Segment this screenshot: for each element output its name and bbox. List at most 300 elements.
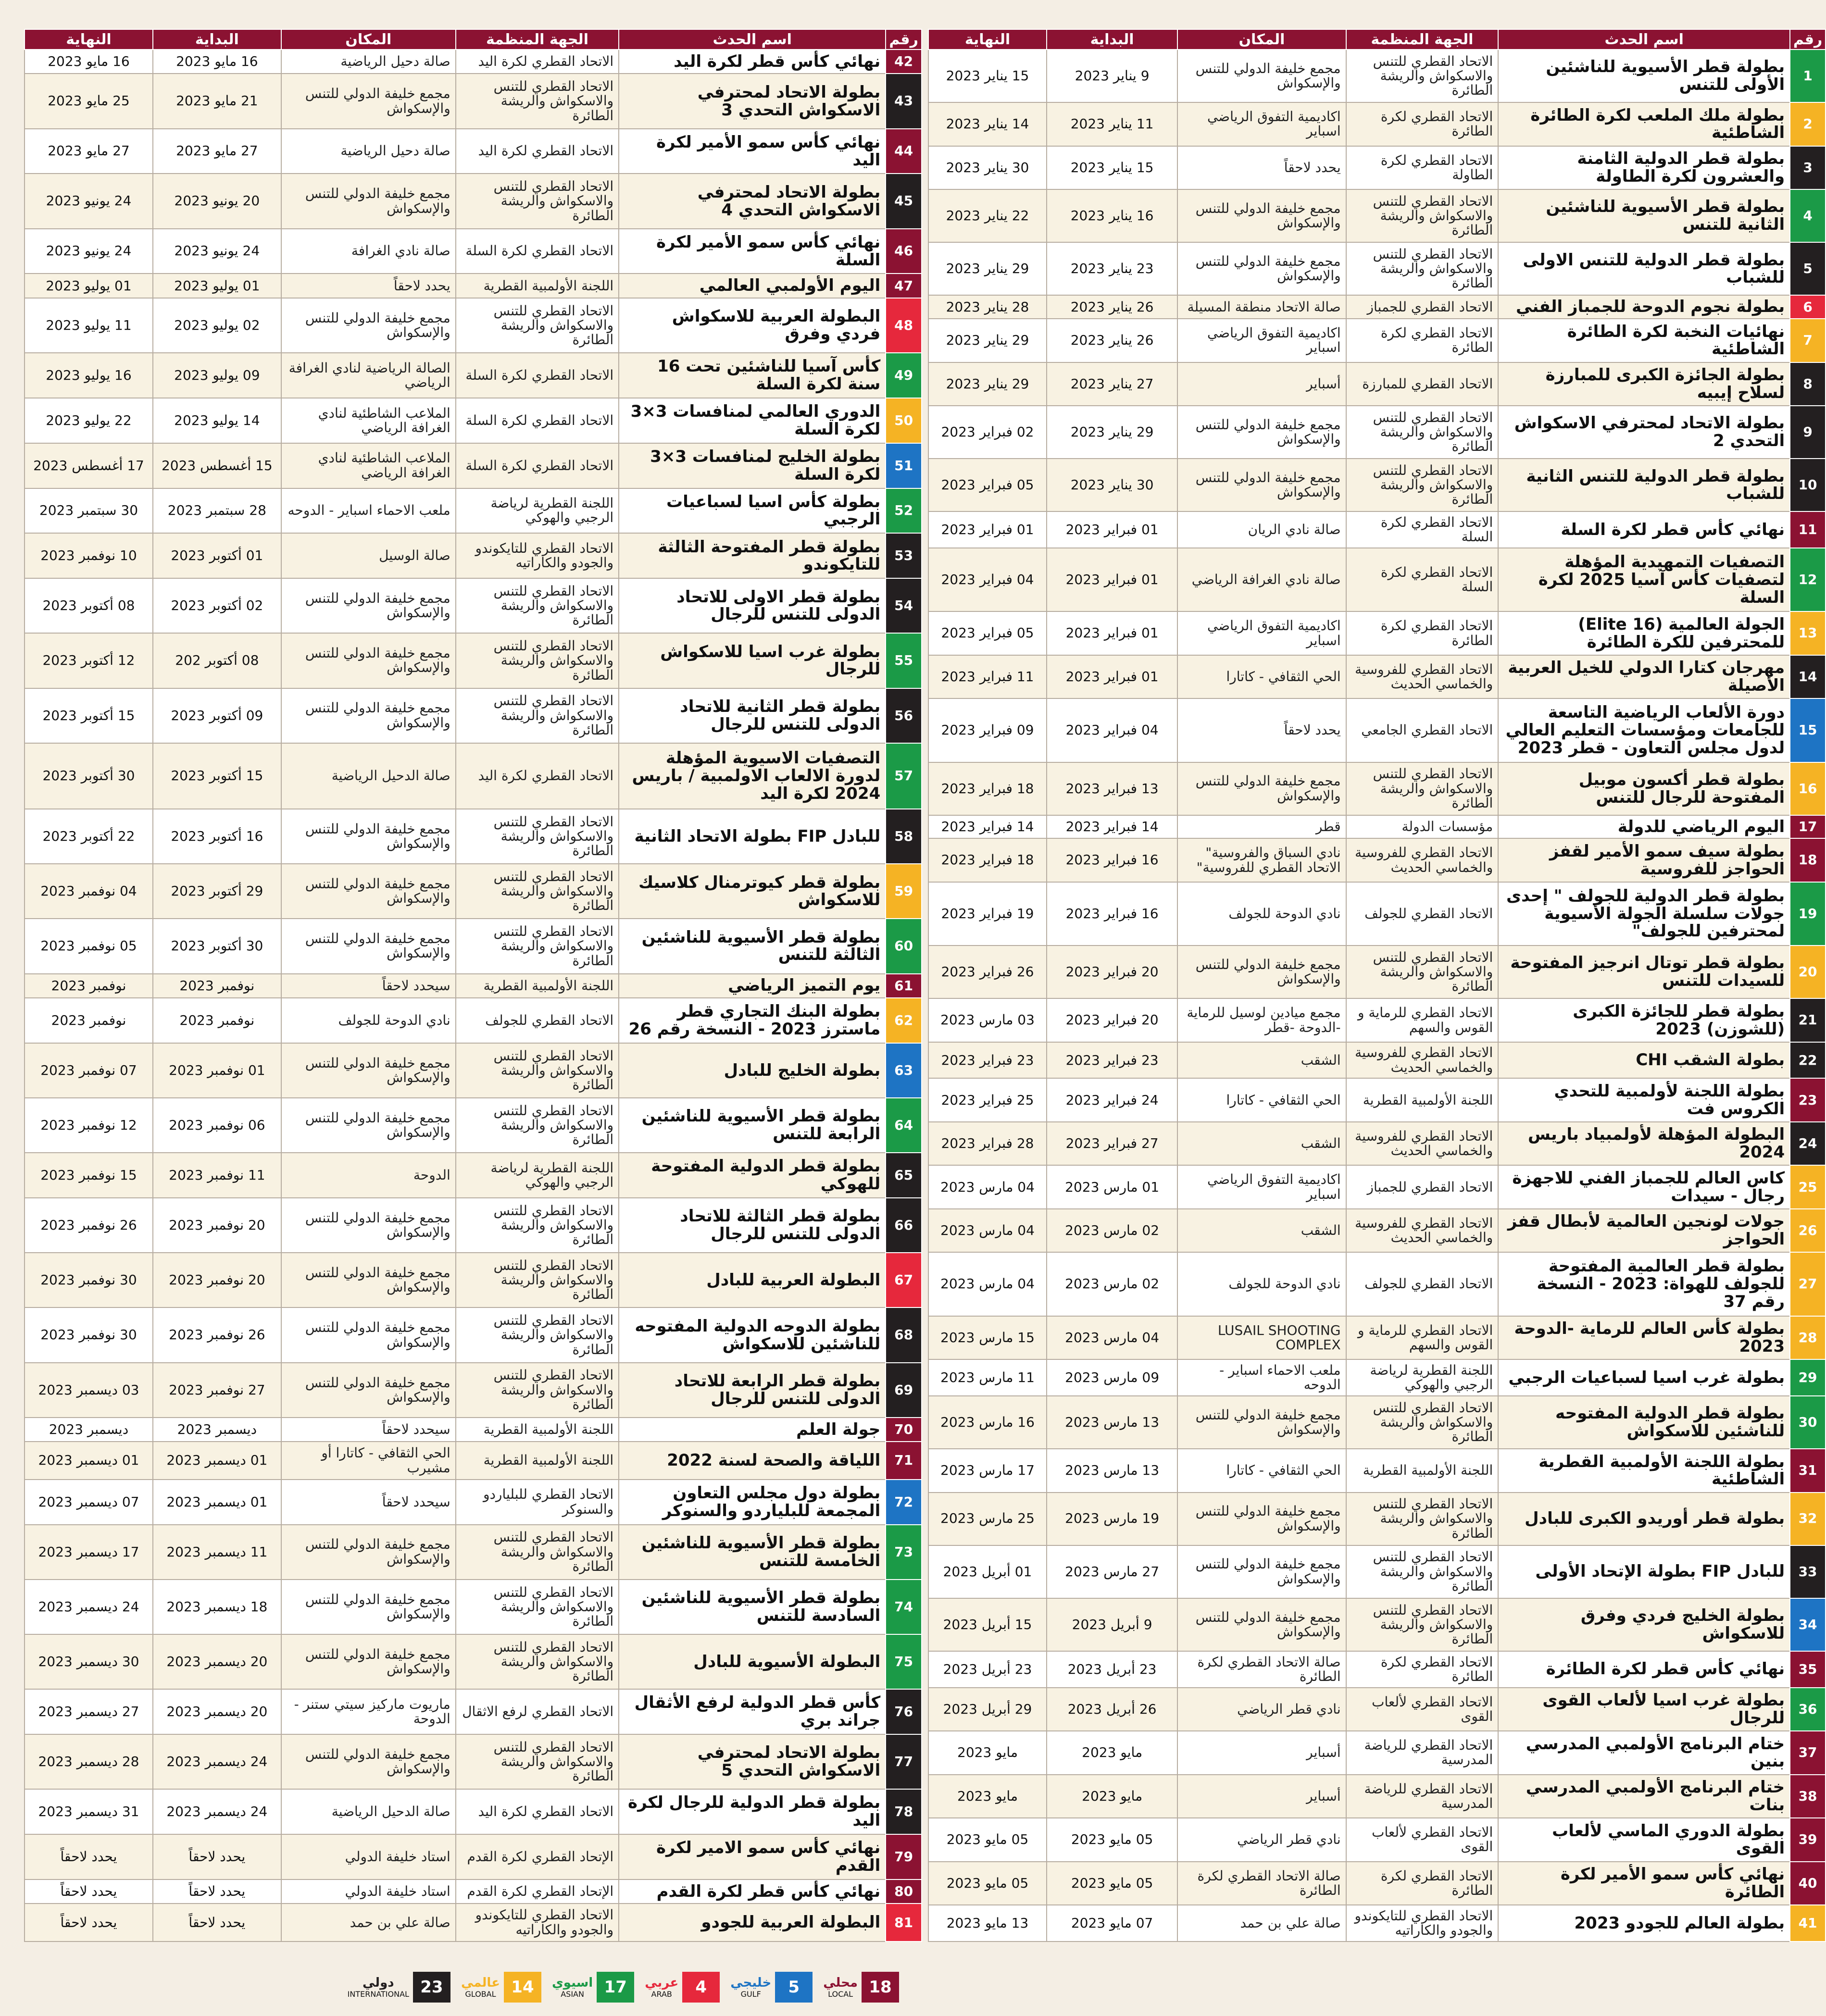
event-number: 68 [886, 1307, 922, 1362]
event-start-date: 9 يناير 2023 [1047, 50, 1177, 102]
event-number: 9 [1790, 406, 1826, 459]
event-number: 17 [1790, 815, 1826, 839]
event-row [25, 1904, 922, 1941]
event-name: كأس آسيا للناشئين تحت 16 سنة لكرة السلة [619, 353, 886, 398]
event-venue: استاد خليفة الدولي [281, 1879, 456, 1904]
event-end-date: 17 ديسمبر 2023 [25, 1525, 153, 1580]
event-number: 56 [886, 688, 922, 743]
event-name: للبادل FIP بطولة الإتحاد الأولى [1498, 1545, 1790, 1598]
event-organizer: الاتحاد القطري لكرة اليد [456, 129, 619, 174]
event-name: بطولة قطر الرابعة للاتحاد الدولى للتنس للرجال [619, 1363, 886, 1418]
event-organizer: الاتحاد القطري للجولف [1346, 882, 1499, 946]
event-venue: مجمع خليفة الدولي للتنس والإسكواش [1177, 1396, 1346, 1449]
event-venue: قطر [1177, 815, 1346, 839]
event-row [25, 353, 922, 398]
event-number: 46 [886, 229, 922, 274]
event-organizer: الاتحاد القطري للتنس والاسكواش والريشة الطائرة [456, 1307, 619, 1362]
event-row [928, 1545, 1826, 1598]
event-number: 61 [886, 974, 922, 998]
event-start-date: يحدد لاحقاً [153, 1904, 281, 1941]
event-name: بطولة الجائزة الكبرى للمبارزة لسلاح إيبيه [1498, 362, 1790, 406]
event-venue: نادي قطر الرياضي [1177, 1818, 1346, 1861]
event-organizer: الاتحاد القطري لألعاب القوى [1346, 1688, 1499, 1731]
event-organizer: الاتحاد القطري لكرة اليد [456, 743, 619, 809]
event-venue: سيحدد لاحقاً [281, 1418, 456, 1442]
legend-item-global [461, 1968, 541, 2006]
event-end-date: 01 فبراير 2023 [928, 511, 1047, 548]
event-number: 72 [886, 1480, 922, 1525]
event-venue: مجمع خليفة الدولي للتنس والإسكواش [281, 1525, 456, 1580]
event-start-date: 20 ديسمبر 2023 [153, 1689, 281, 1734]
event-venue: أسباير [1177, 1731, 1346, 1774]
event-number: 44 [886, 129, 922, 174]
event-start-date: 23 أبريل 2023 [1047, 1651, 1177, 1688]
legend-label-arabic: اسيوي [551, 1975, 593, 1990]
event-venue: الحي الثقافي - كاتارا [1177, 655, 1346, 698]
event-row [928, 1818, 1826, 1861]
event-venue: LUSAIL SHOOTING COMPLEX [1177, 1316, 1346, 1359]
legend-label-english: GLOBAL [465, 1989, 496, 1999]
event-venue: أسباير [1177, 362, 1346, 406]
event-start-date: 01 فبراير 2023 [1047, 548, 1177, 611]
event-row [928, 1651, 1826, 1688]
event-start-date: 20 يونيو 2023 [153, 174, 281, 228]
event-number: 6 [1790, 295, 1826, 319]
event-organizer: الاتحاد القطري للتنس والاسكواش والريشة الطائرة [456, 298, 619, 353]
event-end-date: 27 مايو 2023 [25, 129, 153, 174]
event-venue: اكاديمية التفوق الرياضي اسباير [1177, 102, 1346, 146]
event-organizer: الاتحاد القطري للتنس والاسكواش والريشة الطائرة [1346, 1493, 1499, 1545]
event-row [25, 298, 922, 353]
event-organizer: الاتحاد القطري لكرة السلة [1346, 511, 1499, 548]
event-organizer: الاتحاد القطري للرماية و القوس والسهم [1346, 998, 1499, 1042]
event-row [928, 1165, 1826, 1208]
event-start-date: 24 يونيو 2023 [153, 229, 281, 274]
event-row [25, 1153, 922, 1198]
event-end-date: 25 فبراير 2023 [928, 1078, 1047, 1121]
event-start-date: مايو 2023 [1047, 1731, 1177, 1774]
event-organizer: الاتحاد القطري لكرة اليد [456, 50, 619, 74]
legend-label-english: ASIAN [561, 1989, 584, 1999]
event-organizer: اللجنة الأولمبية القطرية [1346, 1449, 1499, 1492]
event-name: بطولة قطر الأسيوية للناشئين الثانية للتنس [1498, 189, 1790, 242]
legend-label-arabic: دولي [363, 1975, 394, 1990]
event-organizer: الاتحاد القطري للتنس والاسكواش والريشة الطائرة [1346, 946, 1499, 998]
event-row [25, 743, 922, 809]
event-venue: صالة دحيل الرياضية [281, 129, 456, 174]
event-end-date: 05 فبراير 2023 [928, 611, 1047, 655]
event-organizer: الاتحاد القطري لكرة الطائرة [1346, 1862, 1499, 1905]
event-venue: الدوحة [281, 1153, 456, 1198]
event-name: اليوم الأولمبي العالمي [619, 274, 886, 298]
event-number: 23 [1790, 1078, 1826, 1121]
header-num: رقم [886, 29, 922, 50]
event-start-date: 27 مايو 2023 [153, 129, 281, 174]
event-name: نهائي كأس قطر لكرة السلة [1498, 511, 1790, 548]
event-row [928, 1316, 1826, 1359]
event-organizer: الاتحاد القطري للتنس والاسكواش والريشة الطائرة [456, 633, 619, 688]
event-number: 76 [886, 1689, 922, 1734]
event-organizer: الاتحاد القطري للتنس والاسكواش والريشة الطائرة [1346, 242, 1499, 295]
event-start-date: 16 مايو 2023 [153, 50, 281, 74]
event-organizer: الاتحاد القطري لكرة الطائرة [1346, 1651, 1499, 1688]
event-row [25, 919, 922, 973]
event-number: 67 [886, 1253, 922, 1307]
event-start-date: 08 أكتوبر 202 [153, 633, 281, 688]
event-organizer: الاتحاد القطري للتنس والاسكواش والريشة الطائرة [456, 1580, 619, 1634]
event-start-date: 24 فبراير 2023 [1047, 1078, 1177, 1121]
event-venue: الحي الثقافي - كاتارا [1177, 1078, 1346, 1121]
event-row [928, 838, 1826, 882]
event-row [25, 443, 922, 488]
event-organizer: الاتحاد القطري لكرة الطاولة [1346, 146, 1499, 189]
event-end-date: 04 مارس 2023 [928, 1209, 1047, 1252]
event-name: نهائي كأس سمو الأمير لكرة اليد [619, 129, 886, 174]
event-name: الجولة العالمية (Elite 16) للمحترفين للكرة الطائرة [1498, 611, 1790, 655]
event-end-date: 17 أغسطس 2023 [25, 443, 153, 488]
event-end-date: 02 فبراير 2023 [928, 406, 1047, 459]
event-name: بطولة قطر الأسيوية للناشئين الثالثة للتنس [619, 919, 886, 973]
event-number: 22 [1790, 1042, 1826, 1079]
event-end-date: 12 نوفمبر 2023 [25, 1098, 153, 1153]
event-number: 45 [886, 174, 922, 228]
event-number: 14 [1790, 655, 1826, 698]
event-name: بطولة قطر الدولية للتنس الاولى للشباب [1498, 242, 1790, 295]
event-end-date: 26 فبراير 2023 [928, 946, 1047, 998]
event-row [928, 1862, 1826, 1905]
event-name: بطولة ملك الملعب لكرة الطائرة الشاطئية [1498, 102, 1790, 146]
event-number: 58 [886, 809, 922, 864]
event-venue: مجمع خليفة الدولي للتنس والإسكواش [281, 578, 456, 633]
event-venue: سيحدد لاحقاً [281, 974, 456, 998]
event-row [25, 1834, 922, 1879]
event-end-date: 01 ديسمبر 2023 [25, 1442, 153, 1480]
event-start-date: 01 أكتوبر 2023 [153, 533, 281, 578]
event-number: 18 [1790, 838, 1826, 882]
event-start-date: 20 ديسمبر 2023 [153, 1634, 281, 1689]
event-number: 42 [886, 50, 922, 74]
event-row [928, 511, 1826, 548]
event-organizer: الاتحاد القطري لكرة السلة [456, 443, 619, 488]
category-legend [24, 1968, 899, 2006]
legend-item-asian [552, 1968, 634, 2006]
event-venue: صالة الاتحاد القطري لكرة الطائرة [1177, 1862, 1346, 1905]
legend-label [348, 1976, 409, 1998]
event-number: 34 [1790, 1598, 1826, 1651]
event-end-date: 31 ديسمبر 2023 [25, 1789, 153, 1834]
event-row [25, 688, 922, 743]
event-organizer: الاتحاد القطري للتايكوندو والجودو والكاراتيه [456, 533, 619, 578]
event-venue: الشقب [1177, 1209, 1346, 1252]
event-organizer: الاتحاد القطري للرياضة المدرسية [1346, 1731, 1499, 1774]
event-row [928, 548, 1826, 611]
event-row [25, 998, 922, 1043]
event-name: نهائي كأس سمو الامير لكرة القدم [619, 1834, 886, 1879]
event-venue: الحي الثقافي - كاتارا أو مشيرب [281, 1442, 456, 1480]
event-end-date: 11 يوليو 2023 [25, 298, 153, 353]
event-row [25, 1442, 922, 1480]
event-venue: الشقب [1177, 1122, 1346, 1165]
event-start-date: 09 أكتوبر 2023 [153, 688, 281, 743]
event-organizer: الاتحاد القطري للفروسية والخماسي الحديث [1346, 838, 1499, 882]
event-organizer: اللجنة القطرية لرياضة الرجبي والهوكي [456, 1153, 619, 1198]
event-number: 4 [1790, 189, 1826, 242]
event-organizer: الاتحاد القطري للتنس والاسكواش والريشة الطائرة [1346, 406, 1499, 459]
event-organizer: الاتحاد القطري لكرة السلة [456, 229, 619, 274]
event-start-date: 30 يناير 2023 [1047, 459, 1177, 511]
event-name: بطولة قطر كيوترمنال كلاسيك للاسكواش [619, 864, 886, 919]
event-venue: صالة الاتحاد القطري لكرة الطائرة [1177, 1651, 1346, 1688]
event-organizer: الاتحاد القطري للتنس والاسكواش والريشة الطائرة [456, 1363, 619, 1418]
legend-item-gulf [730, 1968, 813, 2006]
event-name: الدوري العالمي لمنافسات 3×3 لكرة السلة [619, 398, 886, 443]
event-row [928, 882, 1826, 946]
events-table-right [928, 29, 1826, 1942]
event-start-date: مايو 2023 [1047, 1775, 1177, 1818]
event-number: 33 [1790, 1545, 1826, 1598]
event-number: 24 [1790, 1122, 1826, 1165]
event-name: بطولة سيف سمو الأمير لقفز الحواجز للفروسية [1498, 838, 1790, 882]
event-end-date: 11 مارس 2023 [928, 1359, 1047, 1396]
event-name: بطولة قطر أكسون موبيل المفتوحة للرجال للتنس [1498, 762, 1790, 815]
event-row [928, 998, 1826, 1042]
event-organizer: اللجنة الأولمبية القطرية [456, 1418, 619, 1442]
event-row [25, 74, 922, 128]
event-organizer: الاتحاد القطري للتنس والاسكواش والريشة الطائرة [456, 1253, 619, 1307]
event-number: 51 [886, 443, 922, 488]
event-end-date: 07 نوفمبر 2023 [25, 1043, 153, 1098]
event-end-date: 04 مارس 2023 [928, 1165, 1047, 1208]
event-organizer: الاتحاد القطري للتايكوندو والجودو والكاراتيه [1346, 1905, 1499, 1941]
event-number: 59 [886, 864, 922, 919]
event-row [25, 864, 922, 919]
event-start-date: 26 أبريل 2023 [1047, 1688, 1177, 1731]
event-name: بطولة الاتحاد لمحترفي الاسكواش التحدي 3 [619, 74, 886, 128]
event-name: بطولة الدوحه الدولية المفتوحه للناشئين للاسكواش [619, 1307, 886, 1362]
event-start-date: 06 نوفمبر 2023 [153, 1098, 281, 1153]
event-row [928, 815, 1826, 839]
event-end-date: 05 مايو 2023 [928, 1862, 1047, 1905]
event-number: 77 [886, 1734, 922, 1789]
event-end-date: يحدد لاحقاً [25, 1834, 153, 1879]
event-row [928, 655, 1826, 698]
event-name: بطولة قطر المفتوحة الثالثة للتايكوندو [619, 533, 886, 578]
event-start-date: نوفمبر 2023 [153, 974, 281, 998]
event-end-date: 23 فبراير 2023 [928, 1042, 1047, 1079]
event-end-date: 27 ديسمبر 2023 [25, 1689, 153, 1734]
event-name: بطولة اللجنة الأولمبية القطرية الشاطئية [1498, 1449, 1790, 1492]
events-body-right [928, 50, 1826, 1941]
event-row [25, 229, 922, 274]
event-number: 7 [1790, 319, 1826, 362]
event-row [928, 459, 1826, 511]
event-organizer: الاتحاد القطري للتايكوندو والجودو والكاراتيه [456, 1904, 619, 1941]
event-start-date: 29 يناير 2023 [1047, 406, 1177, 459]
event-row [928, 611, 1826, 655]
event-end-date: 15 أكتوبر 2023 [25, 688, 153, 743]
event-start-date: ديسمبر 2023 [153, 1418, 281, 1442]
event-start-date: 07 مايو 2023 [1047, 1905, 1177, 1941]
event-venue: مجمع خليفة الدولي للتنس والإسكواش [281, 1253, 456, 1307]
event-venue: نادي الدوحة للجولف [281, 998, 456, 1043]
event-start-date: 15 أكتوبر 2023 [153, 743, 281, 809]
event-name: بطولة الاتحاد لمحترفي الاسكواش التحدي 4 [619, 174, 886, 228]
event-venue: مجمع خليفة الدولي للتنس والإسكواش [1177, 242, 1346, 295]
event-name: بطولة الشقب CHI [1498, 1042, 1790, 1079]
event-row [928, 1396, 1826, 1449]
event-end-date: 05 مايو 2023 [928, 1818, 1047, 1861]
event-name: بطولة غرب اسيا للاسكواش للرجال [619, 633, 886, 688]
event-number: 21 [1790, 998, 1826, 1042]
event-start-date: 13 فبراير 2023 [1047, 762, 1177, 815]
event-row [928, 242, 1826, 295]
event-venue: الشقب [1177, 1042, 1346, 1079]
event-organizer: مؤسسات الدولة [1346, 815, 1499, 839]
event-start-date: 20 فبراير 2023 [1047, 998, 1177, 1042]
event-venue: صالة دحيل الرياضية [281, 50, 456, 74]
event-organizer: الاتحاد القطري للتنس والاسكواش والريشة الطائرة [1346, 459, 1499, 511]
event-name: نهائي كأس سمو الأمير لكرة السلة [619, 229, 886, 274]
event-organizer: الاتحاد القطري للتنس والاسكواش والريشة الطائرة [456, 864, 619, 919]
event-end-date: نوفمبر 2023 [25, 998, 153, 1043]
event-organizer: الاتحاد القطري للتنس والاسكواش والريشة الطائرة [1346, 762, 1499, 815]
header-start: البداية [153, 29, 281, 50]
event-organizer: الاتحاد القطري لكرة السلة [456, 398, 619, 443]
event-venue: مجمع خليفة الدولي للتنس والإسكواش [1177, 762, 1346, 815]
event-start-date: 11 ديسمبر 2023 [153, 1525, 281, 1580]
legend-count: 18 [862, 1972, 899, 2003]
event-number: 11 [1790, 511, 1826, 548]
header-end: النهاية [25, 29, 153, 50]
event-end-date: 12 أكتوبر 2023 [25, 633, 153, 688]
event-name: بطولة الخليج فردي وفرق للاسكواش [1498, 1598, 1790, 1651]
header-name: اسم الحدث [1498, 29, 1790, 50]
event-organizer: اللجنة القطرية لرياضة الرجبي والهوكي [456, 488, 619, 534]
event-name: بطولة العالم للجودو 2023 [1498, 1905, 1790, 1941]
event-name: يوم التميز الرياضي [619, 974, 886, 998]
event-end-date: 05 فبراير 2023 [928, 459, 1047, 511]
event-end-date: 28 فبراير 2023 [928, 1122, 1047, 1165]
event-name: اليوم الرياضي للدولة [1498, 815, 1790, 839]
event-row [25, 1789, 922, 1834]
event-number: 78 [886, 1789, 922, 1834]
event-row [25, 1363, 922, 1418]
event-venue: ملعب الاحماء اسباير - الدوحه [281, 488, 456, 534]
event-start-date: 16 فبراير 2023 [1047, 838, 1177, 882]
event-number: 40 [1790, 1862, 1826, 1905]
event-start-date: 20 نوفمبر 2023 [153, 1198, 281, 1253]
event-start-date: 13 مارس 2023 [1047, 1396, 1177, 1449]
event-end-date: 30 سبتمبر 2023 [25, 488, 153, 534]
event-end-date: 16 مارس 2023 [928, 1396, 1047, 1449]
event-organizer: الإتحاد القطري لكرة القدم [456, 1879, 619, 1904]
event-venue: يحدد لاحقاً [1177, 698, 1346, 762]
event-name: بطولة قطر الدولية الثامنة والعشرون لكرة الطاولة [1498, 146, 1790, 189]
event-venue: نادي الدوحة للجولف [1177, 882, 1346, 946]
event-name: بطولة الخليج للبادل [619, 1043, 886, 1098]
event-organizer: الاتحاد القطري لكرة اليد [456, 1789, 619, 1834]
event-number: 37 [1790, 1731, 1826, 1774]
event-number: 70 [886, 1418, 922, 1442]
event-venue: نادي السباق والفروسية" الاتحاد القطري للفروسية" [1177, 838, 1346, 882]
event-row [25, 1734, 922, 1789]
event-name: نهائيات النخبة لكرة الطائرة الشاطئية [1498, 319, 1790, 362]
event-number: 48 [886, 298, 922, 353]
event-organizer: الاتحاد القطري للفروسية والخماسي الحديث [1346, 1042, 1499, 1079]
event-number: 29 [1790, 1359, 1826, 1396]
event-end-date: 29 يناير 2023 [928, 362, 1047, 406]
event-venue: صالة نادي الريان [1177, 511, 1346, 548]
event-row [928, 1731, 1826, 1774]
event-row [25, 1253, 922, 1307]
event-organizer: الاتحاد القطري للتنس والاسكواش والريشة الطائرة [456, 1525, 619, 1580]
event-name: بطولة كأس العالم للرماية -الدوحة 2023 [1498, 1316, 1790, 1359]
event-end-date: 24 ديسمبر 2023 [25, 1580, 153, 1634]
event-venue: ملعب الاحماء اسباير - الدوحه [1177, 1359, 1346, 1396]
event-start-date: 01 فبراير 2023 [1047, 655, 1177, 698]
event-end-date: 22 يناير 2023 [928, 189, 1047, 242]
event-organizer: الاتحاد القطري للفروسية والخماسي الحديث [1346, 1209, 1499, 1252]
event-row [25, 1525, 922, 1580]
event-name: بطولة قطر الدولية للتنس الثانية للشباب [1498, 459, 1790, 511]
event-start-date: 13 مارس 2023 [1047, 1449, 1177, 1492]
event-venue: مجمع خليفة الدولي للتنس والإسكواش [281, 1734, 456, 1789]
event-start-date: 01 فبراير 2023 [1047, 511, 1177, 548]
event-name: بطولة قطر الدولية للرجال لكرة اليد [619, 1789, 886, 1834]
event-venue: مجمع خليفة الدولي للتنس والإسكواش [281, 298, 456, 353]
event-end-date: 29 أبريل 2023 [928, 1688, 1047, 1731]
event-row [928, 1905, 1826, 1941]
event-number: 62 [886, 998, 922, 1043]
event-end-date: 25 مايو 2023 [25, 74, 153, 128]
event-name: بطولة قطر العالمية المفتوحة للجولف للهواة: 2023 - النسخة رقم 37 [1498, 1252, 1790, 1316]
event-start-date: 19 مارس 2023 [1047, 1493, 1177, 1545]
event-organizer: الاتحاد القطري للمبارزة [1346, 362, 1499, 406]
event-start-date: 27 فبراير 2023 [1047, 1122, 1177, 1165]
event-name: نهائي كأس قطر لكرة الطائرة [1498, 1651, 1790, 1688]
event-name: اللياقة والصحة لسنة 2022 [619, 1442, 886, 1480]
event-row [928, 1078, 1826, 1121]
event-end-date: 15 يناير 2023 [928, 50, 1047, 102]
event-name: مهرجان كتارا الدولي للخيل العربية الأصيلة [1498, 655, 1790, 698]
event-number: 16 [1790, 762, 1826, 815]
event-end-date: 15 مارس 2023 [928, 1316, 1047, 1359]
event-venue: الملاعب الشاطئية لنادي الغرافة الرياضي [281, 398, 456, 443]
event-venue: مجمع خليفة الدولي للتنس والإسكواش [281, 633, 456, 688]
event-number: 57 [886, 743, 922, 809]
event-start-date: 26 نوفمبر 2023 [153, 1307, 281, 1362]
legend-label [645, 1976, 678, 1998]
event-row [928, 362, 1826, 406]
event-start-date: 18 ديسمبر 2023 [153, 1580, 281, 1634]
event-start-date: 14 يوليو 2023 [153, 398, 281, 443]
legend-label [823, 1976, 858, 1998]
event-organizer: الاتحاد القطري للرماية و القوس والسهم [1346, 1316, 1499, 1359]
event-end-date: 18 فبراير 2023 [928, 838, 1047, 882]
event-name: جولة العلم [619, 1418, 886, 1442]
header-num: رقم [1790, 29, 1826, 50]
event-organizer: الاتحاد القطري للتنس والاسكواش والريشة الطائرة [456, 74, 619, 128]
header-org: الجهة المنظمة [1346, 29, 1499, 50]
event-start-date: 01 ديسمبر 2023 [153, 1480, 281, 1525]
event-venue: الملاعب الشاطئية لنادي الغرافة الرياضي [281, 443, 456, 488]
event-name: التصفيات التمهيدية المؤهلة لتصفيات كأس آسيا 2025 لكرة السلة [1498, 548, 1790, 611]
event-row [928, 1449, 1826, 1492]
event-number: 3 [1790, 146, 1826, 189]
header-end: النهاية [928, 29, 1047, 50]
event-venue: مجمع خليفة الدولي للتنس والإسكواش [1177, 1493, 1346, 1545]
event-start-date: 20 فبراير 2023 [1047, 946, 1177, 998]
